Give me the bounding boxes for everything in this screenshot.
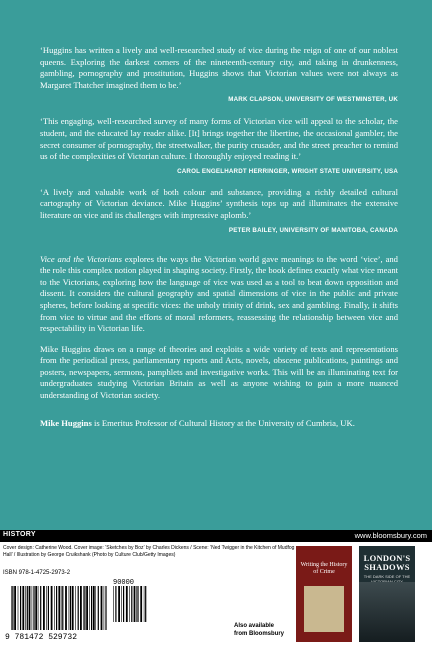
related-book-2[interactable] [359, 546, 415, 642]
quote-text: ‘Huggins has written a lively and well-researched study of vice during the reign of one of our noblest queens. Exploring the darkest corners of the nineteenth-century city, and taking in drunkenness, gambling, pornography and prostitution, Huggins shows that Victorian values were not always as Margaret Thatcher imagined them to be.’ [40, 45, 398, 90]
also-available-line-2: from Bloomsbury [234, 631, 285, 637]
book-title-italic: Vice and the Victorians [40, 253, 122, 264]
isbn-label: ISBN 978-1-4725-2973-2 [3, 570, 71, 576]
content-column [40, 45, 398, 429]
author-bio [40, 418, 398, 430]
isbn-barcode [3, 577, 151, 641]
also-available-line-1: Also available [234, 623, 275, 629]
related-book-title: LONDON'S SHADOWS [363, 553, 411, 572]
barcode-digits: 9 781472 529732 [5, 633, 78, 641]
related-book-cover-art [304, 586, 344, 632]
cover-footer [0, 530, 432, 648]
publisher-website-link[interactable]: www.bloomsbury.com [354, 531, 427, 540]
review-quote-2 [40, 116, 398, 174]
quote-attribution: MARK CLAPSON, UNIVERSITY OF WESTMINSTER, UK [228, 96, 398, 104]
description-text: explores the ways the Victorian world gave meanings to the word ‘vice’, and the role this complex notion played in shaping society. Firstly, the book defines exactly what vice meant to the Victorians, exploring how the language of vice was used as a tool to beat down opposition and dissent. It considers the cultural geography and spatial dimensions of vice in the public and private spheres, before looking at specific vices: the unholy trinity of drink, sex and gambling. Finally, it shifts from vice to virtue and the efforts of moral reformers, reassessing the relationship between vice and respectability in Victorian life. [40, 253, 398, 334]
related-book-title: Writing the History of Crime [300, 562, 348, 575]
quote-attribution: PETER BAILEY, UNIVERSITY OF MANITOBA, CANADA [228, 226, 398, 234]
quote-attribution: CAROL ENGELHARDT HERRINGER, WRIGHT STATE UNIVERSITY, USA [177, 167, 398, 175]
related-book-cover-art [359, 582, 415, 642]
price-code: 90000 [113, 579, 135, 587]
cover-credits: Cover design: Catherine Wood. Cover image: ‘Sketches by Boz’ by Charles Dickens / Scene: ‘Ned Twigger in the Kitchen of Mudfog Hall’ / Illustration by George Cruikshank (Photo by Culture Club/Getty Images) [3, 545, 295, 558]
quote-text: ‘This engaging, well-researched survey of many forms of Victorian vice will appeal to the scholar, the student, and the educated lay reader alike. [It] brings together the libertine, the occasional gambler, the secret consumer of pornography, the streetwalker, the purity crusader, and the street preacher to remind us of the complexities of Victorian culture. I thoroughly enjoyed reading it.’ [40, 116, 398, 162]
category-bar [0, 530, 432, 542]
author-name: Mike Huggins [40, 417, 92, 428]
review-quote-1 [40, 45, 398, 103]
review-quote-3 [40, 187, 398, 234]
description-paragraph-2: Mike Huggins draws on a range of theories and exploits a wide variety of texts and representations from the periodical press, parliamentary reports and Acts, novels, obscene publications, paintings and posters, newspapers, sermons, pamphlets and investigative works. This will be an illuminating text for undergraduates studying Victorian Britain as well as anyone wishing to gain a more nuanced understanding of Victorian society. [40, 343, 398, 401]
description-paragraph-1 [40, 254, 398, 335]
category-label: HISTORY [3, 531, 36, 538]
related-book-subtitle: THE DARK SIDE OF THE [363, 574, 411, 579]
author-bio-text: is Emeritus Professor of Cultural History at the University of Cumbria, UK. [91, 417, 355, 428]
quote-text: ‘A lively and valuable work of both colour and substance, providing a richly detailed cultural cartography of Victorian deviance. Mike Huggins’ synthesis tops up and illuminates the extensive literature on vice and its challenges with impressive aplomb.’ [40, 186, 398, 220]
related-book-1[interactable] [296, 546, 352, 642]
also-available-label [234, 622, 284, 638]
